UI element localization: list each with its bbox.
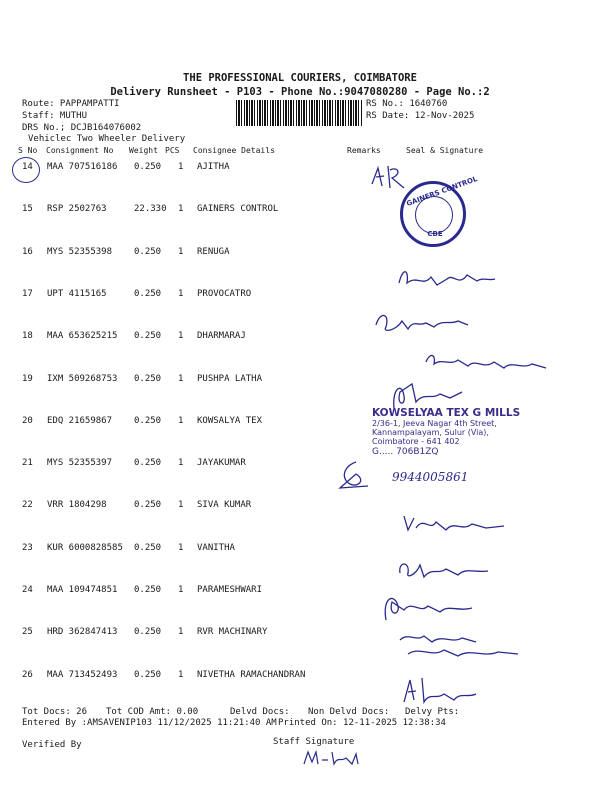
seal-bottom-text: CBE — [427, 230, 443, 238]
row-weight: 0.250 — [134, 670, 162, 680]
row-consignee: PUSHPA LATHA — [197, 374, 263, 384]
staff-label: Staff: MUTHU — [22, 111, 88, 121]
row-consignment: MAA 653625215 — [47, 331, 118, 341]
row-sno: 21 — [22, 458, 33, 468]
col-weight: Weight — [129, 146, 158, 155]
vehicle-label: Vehiclec Two Wheeler Delivery — [28, 134, 186, 144]
seal-top-text: GAINERS CONTROL — [405, 174, 479, 209]
col-sno: S No — [18, 146, 38, 155]
tot-docs: Tot Docs: 26 — [22, 707, 88, 717]
row-pcs: 1 — [178, 289, 184, 299]
stamp-line-5: G..... 706B1ZQ — [372, 446, 439, 457]
row-consignment: MAA 713452493 — [47, 670, 118, 680]
handwritten-phone: 9944005861 — [392, 470, 469, 484]
company-title: THE PROFESSIONAL COURIERS, COIMBATORE — [183, 72, 417, 84]
row-sno: 25 — [22, 627, 33, 637]
rs-number: RS No.: 1640760 — [366, 99, 448, 109]
row-sno: 20 — [22, 416, 33, 426]
row-consignee: DHARMARAJ — [197, 331, 246, 341]
non-delvd-docs: Non Delvd Docs: — [308, 707, 390, 717]
row-weight: 22.330 — [134, 204, 167, 214]
row-sno: 15 — [22, 204, 33, 214]
row-consignment: HRD 362847413 — [47, 627, 118, 637]
row-consignment: UPT 4115165 — [47, 289, 107, 299]
stamp-line-2: 2/36-1, Jeeva Nagar 4th Street, — [372, 419, 497, 429]
drs-number: DRS No.; DCJB164076002 — [22, 123, 142, 133]
row-consignee: KOWSALYA TEX — [197, 416, 263, 426]
row-sno: 23 — [22, 543, 33, 553]
row-weight: 0.250 — [134, 374, 162, 384]
row-pcs: 1 — [178, 670, 184, 680]
signature-row-18 — [424, 348, 554, 378]
row-pcs: 1 — [178, 458, 184, 468]
row-pcs: 1 — [178, 247, 184, 257]
row-pcs: 1 — [178, 204, 184, 214]
row-sno: 22 — [22, 500, 33, 510]
row-consignee: RVR MACHINARY — [197, 627, 268, 637]
verified-by-label: Verified By — [22, 740, 82, 750]
signature-row-14 — [368, 162, 418, 192]
stamp-line-4: Coimbatore - 641 402 — [372, 437, 460, 447]
stamp-line-3: Kannampalayam, Sulur (Via), — [372, 428, 489, 438]
row-weight: 0.250 — [134, 331, 162, 341]
row-weight: 0.250 — [134, 627, 162, 637]
signature-row-24 — [378, 590, 478, 624]
col-seal: Seal & Signature — [406, 146, 484, 155]
row-consignment: MAA 707516186 — [47, 162, 118, 172]
signature-row-26 — [400, 674, 480, 708]
signature-row-22 — [400, 510, 510, 538]
row-consignment: VRR 1804298 — [47, 500, 107, 510]
staff-signature — [302, 748, 362, 768]
row-consignee: PROVOCATRO — [197, 289, 252, 299]
route-label: Route: PAPPAMPATTI — [22, 99, 120, 109]
row-weight: 0.250 — [134, 416, 162, 426]
seal-inner-ring — [415, 196, 453, 234]
row-pcs: 1 — [178, 331, 184, 341]
rs-date: RS Date: 12-Nov-2025 — [366, 111, 475, 121]
runsheet-subtitle: Delivery Runsheet - P103 - Phone No.:9047080280 - Page No.:2 — [110, 86, 490, 98]
col-pcs: PCS — [165, 146, 180, 155]
row-weight: 0.250 — [134, 585, 162, 595]
col-consignment: Consignment No — [46, 146, 114, 155]
row-weight: 0.250 — [134, 458, 162, 468]
stamp-line-1: KOWSELYAA TEX G MILLS — [372, 407, 521, 419]
signature-row-19 — [388, 378, 468, 412]
row-weight: 0.250 — [134, 162, 162, 172]
signature-row-17 — [372, 305, 472, 337]
row-consignment: MAA 109474851 — [47, 585, 118, 595]
entered-by: Entered By :AMSAVENIP103 11/12/2025 11:21:40 AM — [22, 718, 277, 728]
row-sno: 17 — [22, 289, 33, 299]
row-consignment: KUR 6000828585 — [47, 543, 123, 553]
delvd-docs: Delvd Docs: — [230, 707, 290, 717]
row-consignee: RENUGA — [197, 247, 230, 257]
row-weight: 0.250 — [134, 289, 162, 299]
row-pcs: 1 — [178, 374, 184, 384]
row-sno: 18 — [22, 331, 33, 341]
row-sno: 26 — [22, 670, 33, 680]
row-weight: 0.250 — [134, 500, 162, 510]
row-consignment: MYS 52355398 — [47, 247, 113, 257]
row-consignee: AJITHA — [197, 162, 230, 172]
row-consignee: VANITHA — [197, 543, 235, 553]
staff-signature-label: Staff Signature — [273, 737, 355, 747]
barcode — [236, 100, 363, 126]
tot-cod-amount: Tot COD Amt: 0.00 — [106, 707, 199, 717]
kowsalya-company-stamp — [372, 407, 572, 457]
row-14-circle-mark — [12, 157, 40, 183]
row-consignment: EDQ 21659867 — [47, 416, 113, 426]
col-consignee: Consignee Details — [193, 146, 275, 155]
row-sno: 24 — [22, 585, 33, 595]
row-consignee: GAINERS CONTROL — [197, 204, 279, 214]
row-consignee: SIVA KUMAR — [197, 500, 252, 510]
row-consignment: IXM 509268753 — [47, 374, 118, 384]
row-consignment: RSP 2502763 — [47, 204, 107, 214]
signature-row-16 — [397, 265, 497, 293]
row-pcs: 1 — [178, 416, 184, 426]
row-pcs: 1 — [178, 500, 184, 510]
row-pcs: 1 — [178, 585, 184, 595]
row-sno: 14 — [22, 162, 33, 172]
row-consignment: MYS 52355397 — [47, 458, 113, 468]
row-pcs: 1 — [178, 162, 184, 172]
row-consignee: JAYAKUMAR — [197, 458, 246, 468]
row-pcs: 1 — [178, 543, 184, 553]
row-pcs: 1 — [178, 627, 184, 637]
signature-row-21 — [336, 458, 372, 492]
row-sno: 19 — [22, 374, 33, 384]
col-remarks: Remarks — [347, 146, 381, 155]
delvy-pts: Delvy Pts: — [405, 707, 460, 717]
row-weight: 0.250 — [134, 247, 162, 257]
signature-row-23 — [396, 555, 496, 583]
row-weight: 0.250 — [134, 543, 162, 553]
row-sno: 16 — [22, 247, 33, 257]
row-consignee: NIVETHA RAMACHANDRAN — [197, 670, 306, 680]
signature-row-25 — [398, 628, 524, 662]
row-consignee: PARAMESHWARI — [197, 585, 263, 595]
printed-on: Printed On: 12-11-2025 12:38:34 — [278, 718, 446, 728]
